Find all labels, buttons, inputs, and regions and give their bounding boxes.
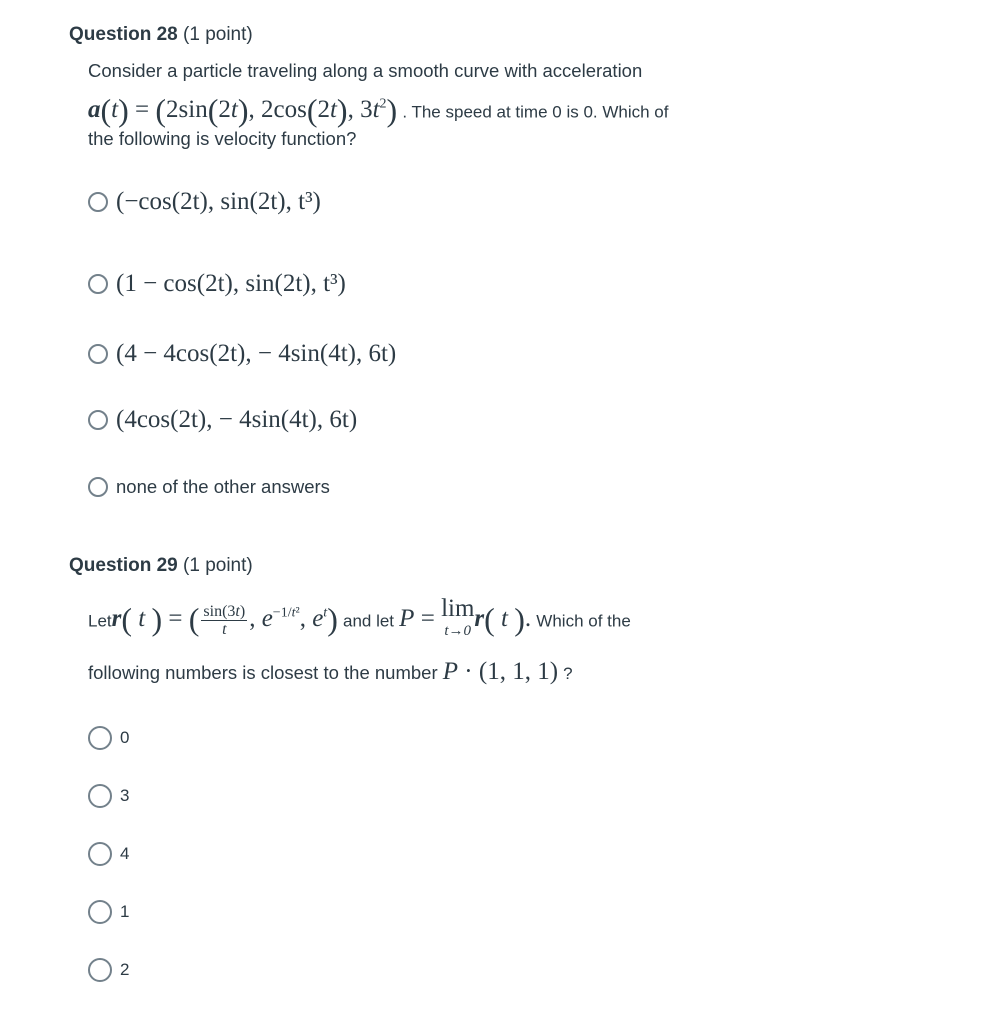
q28-option-2[interactable] bbox=[88, 264, 346, 304]
question-28-text bbox=[88, 55, 668, 155]
radio-button[interactable] bbox=[88, 477, 108, 497]
question-29-line1 bbox=[88, 595, 631, 642]
which-of-text: Which of the bbox=[536, 611, 631, 631]
radio-button[interactable] bbox=[88, 192, 108, 212]
option-label: (1 − cos(2t), sin(2t), t³) bbox=[116, 270, 346, 297]
q29-option-2[interactable] bbox=[88, 776, 129, 816]
question-mark: ? bbox=[563, 664, 573, 683]
option-label: 4 bbox=[120, 844, 130, 863]
radio-button[interactable] bbox=[88, 274, 108, 294]
question-28-line3: the following is velocity function? bbox=[88, 128, 357, 149]
option-label: (4 − 4cos(2t), − 4sin(4t), 6t) bbox=[116, 340, 397, 367]
speed-text: . The speed at time 0 is 0. Which of bbox=[402, 102, 669, 122]
position-equation: r( t ) = ( $\frac{\sin(3t)}{t}$ , $e^{-1/t^2}$, $e^t$) bbox=[111, 601, 338, 639]
and-let-text: and let bbox=[342, 611, 395, 631]
q28-option-3[interactable] bbox=[88, 334, 396, 374]
question-29-header bbox=[69, 555, 253, 577]
radio-button[interactable] bbox=[88, 784, 112, 808]
option-label: 0 bbox=[120, 728, 130, 747]
option-label: (−cos(2t), sin(2t), t³) bbox=[116, 188, 321, 215]
q28-option-1[interactable] bbox=[88, 182, 321, 222]
question-points: (1 point) bbox=[183, 555, 253, 576]
question-title: Question 29 bbox=[69, 555, 178, 576]
acceleration-line bbox=[88, 87, 669, 129]
q29-option-3[interactable] bbox=[88, 834, 129, 874]
q29-option-5[interactable] bbox=[88, 950, 129, 990]
radio-button[interactable] bbox=[88, 900, 112, 924]
question-points: (1 point) bbox=[183, 24, 253, 45]
option-label: none of the other answers bbox=[116, 476, 330, 497]
question-28-line1: Consider a particle traveling along a smooth curve with acceleration bbox=[88, 60, 643, 81]
q28-option-4[interactable] bbox=[88, 400, 357, 440]
option-label: 3 bbox=[120, 786, 130, 805]
radio-button[interactable] bbox=[88, 842, 112, 866]
option-label: 1 bbox=[120, 902, 130, 921]
radio-button[interactable] bbox=[88, 958, 112, 982]
q29-option-4[interactable] bbox=[88, 892, 129, 932]
acceleration-equation: a(t) = (2sin(2t), 2cos(2t), $3t^2$) bbox=[88, 92, 398, 129]
question-28-header bbox=[69, 24, 253, 46]
question-29-line2 bbox=[88, 656, 573, 690]
q29-option-1[interactable] bbox=[88, 718, 129, 758]
radio-button[interactable] bbox=[88, 410, 108, 430]
let-text: Let bbox=[88, 611, 112, 631]
radio-button[interactable] bbox=[88, 726, 112, 750]
question-29-line2-text: following numbers is closest to the number bbox=[88, 662, 438, 683]
option-label: (4cos(2t), − 4sin(4t), 6t) bbox=[116, 406, 358, 433]
dot-product-expression: P · (1, 1, 1) bbox=[442, 658, 559, 685]
option-label: 2 bbox=[120, 960, 130, 979]
question-title: Question 28 bbox=[69, 24, 178, 45]
limit-equation: P = lim t→0 r( t ). bbox=[399, 595, 532, 639]
q28-option-5[interactable] bbox=[88, 467, 330, 507]
radio-button[interactable] bbox=[88, 344, 108, 364]
